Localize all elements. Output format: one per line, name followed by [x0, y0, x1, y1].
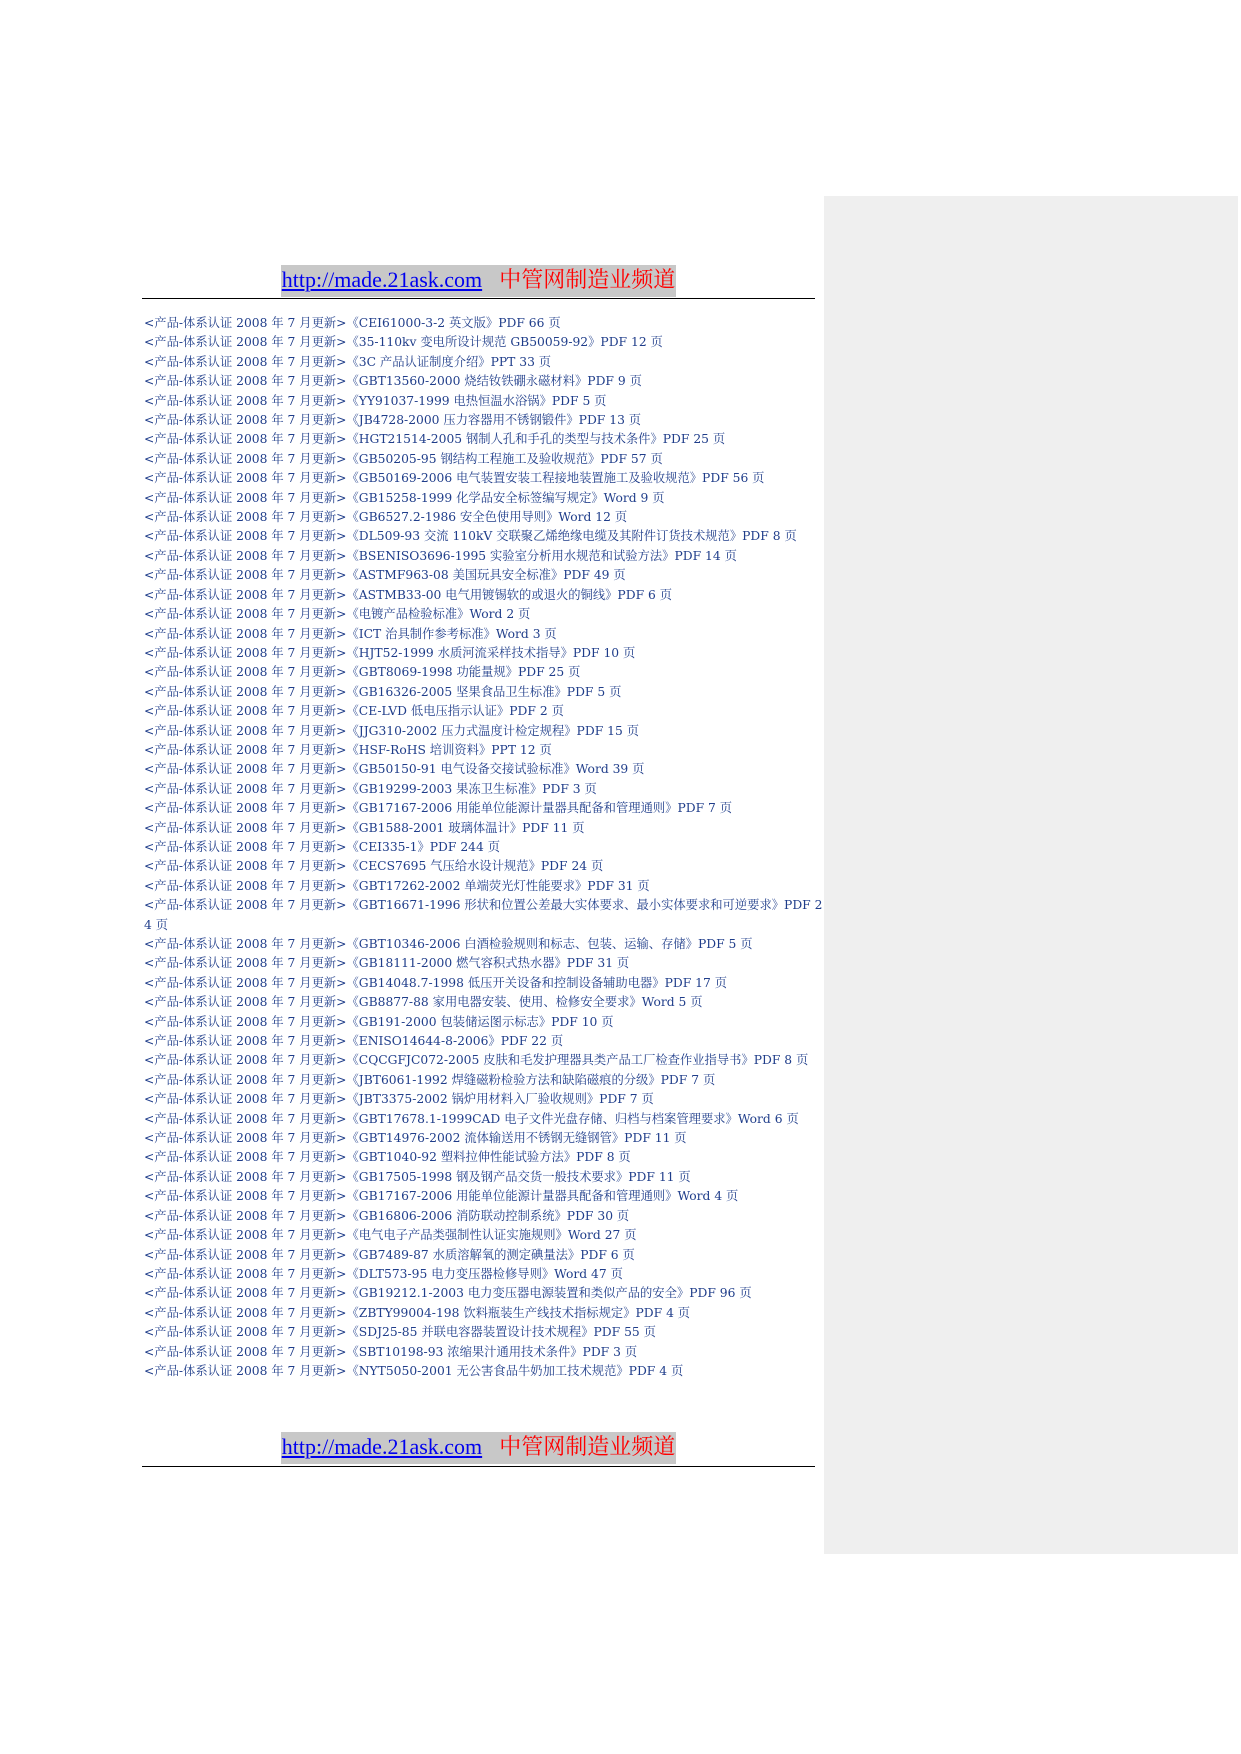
list-item: <产品-体系认证 2008 年 7 月更新>《ZBTY99004-198 饮料瓶装生产线技术指标规定》PDF 4 页	[144, 1305, 691, 1320]
list-item: <产品-体系认证 2008 年 7 月更新>《GB8877-88 家用电器安装、使用、检修安全要求》Word 5 页	[144, 995, 703, 1010]
list-item: <产品-体系认证 2008 年 7 月更新>《GB15258-1999 化学品安全标签编写规定》Word 9 页	[144, 490, 665, 505]
list-item: <产品-体系认证 2008 年 7 月更新>《GBT14976-2002 流体输送用不锈钢无缝钢管》PDF 11 页	[144, 1131, 687, 1146]
list-item: <产品-体系认证 2008 年 7 月更新>《NYT5050-2001 无公害食品牛奶加工技术规范》PDF 4 页	[144, 1363, 684, 1378]
list-item: <产品-体系认证 2008 年 7 月更新>《SDJ25-85 并联电容器装置设计技术规程》PDF 55 页	[144, 1325, 656, 1340]
list-item: <产品-体系认证 2008 年 7 月更新>《ICT 治具制作参考标准》Word 3 页	[144, 626, 557, 641]
footer-site-link[interactable]: http://made.21ask.com	[281, 1434, 483, 1459]
list-item: <产品-体系认证 2008 年 7 月更新>《GB50205-95 钢结构工程施工及验收规范》PDF 57 页	[144, 451, 663, 466]
list-item: <产品-体系认证 2008 年 7 月更新>《GB50169-2006 电气装置安装工程接地装置施工及验收规范》PDF 56 页	[144, 471, 765, 486]
list-item: <产品-体系认证 2008 年 7 月更新>《GB6527.2-1986 安全色使用导则》Word 12 页	[144, 510, 628, 525]
list-item: <产品-体系认证 2008 年 7 月更新>《HGT21514-2005 钢制人孔和手孔的类型与技术条件》PDF 25 页	[144, 432, 726, 447]
list-item: <产品-体系认证 2008 年 7 月更新>《电镀产品检验标准》Word 2 页	[144, 607, 531, 622]
list-item: <产品-体系认证 2008 年 7 月更新>《35-110kv 变电所设计规范 GB50059-92》PDF 12 页	[144, 335, 663, 350]
list-item: <产品-体系认证 2008 年 7 月更新>《HJT52-1999 水质河流采样技术指导》PDF 10 页	[144, 645, 636, 660]
list-item: <产品-体系认证 2008 年 7 月更新>《GB18111-2000 燃气容积式热水器》PDF 31 页	[144, 956, 630, 971]
list-item: <产品-体系认证 2008 年 7 月更新>《GBT8069-1998 功能量规》PDF 25 页	[144, 665, 581, 680]
list-item: <产品-体系认证 2008 年 7 月更新>《ASTMB33-00 电气用镀锡软的或退火的铜线》PDF 6 页	[144, 587, 673, 602]
footer-divider	[142, 1466, 815, 1467]
list-item: <产品-体系认证 2008 年 7 月更新>《GB19299-2003 果冻卫生标准》PDF 3 页	[144, 781, 597, 796]
list-item: <产品-体系认证 2008 年 7 月更新>《JBT3375-2002 锅炉用材料入厂验收规则》PDF 7 页	[144, 1092, 654, 1107]
list-item: <产品-体系认证 2008 年 7 月更新>《GBT17262-2002 单端荧光灯性能要求》PDF 31 页	[144, 878, 650, 893]
list-item: <产品-体系认证 2008 年 7 月更新>《GBT13560-2000 烧结钕铁硼永磁材料》PDF 9 页	[144, 374, 642, 389]
page-header	[142, 265, 815, 299]
list-item: <产品-体系认证 2008 年 7 月更新>《YY91037-1999 电热恒温水浴锅》PDF 5 页	[144, 393, 607, 408]
list-item: <产品-体系认证 2008 年 7 月更新>《JJG310-2002 压力式温度计检定规程》PDF 15 页	[144, 723, 639, 738]
list-item: <产品-体系认证 2008 年 7 月更新>《JBT6061-1992 焊缝磁粉检验方法和缺陷磁痕的分级》PDF 7 页	[144, 1072, 716, 1087]
comment-margin-panel	[824, 196, 1238, 1554]
list-item: <产品-体系认证 2008 年 7 月更新>《SBT10198-93 浓缩果汁通用技术条件》PDF 3 页	[144, 1344, 638, 1359]
document-list	[144, 314, 824, 1381]
list-item: <产品-体系认证 2008 年 7 月更新>《BSENISO3696-1995 实验室分析用水规范和试验方法》PDF 14 页	[144, 548, 737, 563]
list-item: <产品-体系认证 2008 年 7 月更新>《GBT16671-1996 形状和位置公差最大实体要求、最小实体要求和可逆要求》PDF 24 页	[144, 898, 823, 932]
page-footer	[142, 1432, 815, 1466]
list-item: <产品-体系认证 2008 年 7 月更新>《DL509-93 交流 110kV 交联聚乙烯绝缘电缆及其附件订货技术规范》PDF 8 页	[144, 529, 797, 544]
list-item: <产品-体系认证 2008 年 7 月更新>《CECS7695 气压给水设计规范》PDF 24 页	[144, 859, 604, 874]
list-item: <产品-体系认证 2008 年 7 月更新>《GB19212.1-2003 电力变压器电源装置和类似产品的安全》PDF 96 页	[144, 1286, 752, 1301]
list-item: <产品-体系认证 2008 年 7 月更新>《CQCGFJC072-2005 皮肤和毛发护理器具类产品工厂检查作业指导书》PDF 8 页	[144, 1053, 809, 1068]
list-item: <产品-体系认证 2008 年 7 月更新>《JB4728-2000 压力容器用不锈钢锻件》PDF 13 页	[144, 413, 642, 428]
list-item: <产品-体系认证 2008 年 7 月更新>《GB16806-2006 消防联动控制系统》PDF 30 页	[144, 1208, 630, 1223]
list-item: <产品-体系认证 2008 年 7 月更新>《ENISO14644-8-2006》PDF 22 页	[144, 1034, 564, 1049]
list-item: <产品-体系认证 2008 年 7 月更新>《GB16326-2005 坚果食品卫生标准》PDF 5 页	[144, 684, 622, 699]
list-item: <产品-体系认证 2008 年 7 月更新>《GB1588-2001 玻璃体温计》PDF 11 页	[144, 820, 585, 835]
list-item: <产品-体系认证 2008 年 7 月更新>《电气电子产品类强制性认证实施规则》Word 27 页	[144, 1228, 637, 1243]
list-item: <产品-体系认证 2008 年 7 月更新>《DLT573-95 电力变压器检修导则》Word 47 页	[144, 1266, 623, 1281]
list-item: <产品-体系认证 2008 年 7 月更新>《GB7489-87 水质溶解氧的测定碘量法》PDF 6 页	[144, 1247, 635, 1262]
footer-site-name: 中管网制造业频道	[499, 1435, 676, 1460]
list-item: <产品-体系认证 2008 年 7 月更新>《GB17505-1998 钢及钢产品交货一般技术要求》PDF 11 页	[144, 1169, 691, 1184]
list-item: <产品-体系认证 2008 年 7 月更新>《HSF-RoHS 培训资料》PPT 12 页	[144, 742, 552, 757]
header-site-name: 中管网制造业频道	[499, 268, 676, 293]
list-item: <产品-体系认证 2008 年 7 月更新>《GBT10346-2006 白酒检验规则和标志、包装、运输、存储》PDF 5 页	[144, 937, 753, 951]
list-item: <产品-体系认证 2008 年 7 月更新>《GB14048.7-1998 低压开关设备和控制设备辅助电器》PDF 17 页	[144, 975, 728, 990]
list-item: <产品-体系认证 2008 年 7 月更新>《GB191-2000 包装储运图示标志》PDF 10 页	[144, 1014, 614, 1029]
list-item: <产品-体系认证 2008 年 7 月更新>《GBT1040-92 塑料拉伸性能试验方法》PDF 8 页	[144, 1150, 631, 1165]
list-item: <产品-体系认证 2008 年 7 月更新>《CE-LVD 低电压指示认证》PDF 2 页	[144, 704, 564, 719]
header-site-link[interactable]: http://made.21ask.com	[281, 267, 483, 292]
list-item: <产品-体系认证 2008 年 7 月更新>《CEI61000-3-2 英文版》PDF 66 页	[144, 316, 561, 330]
header-divider	[142, 298, 815, 299]
list-item: <产品-体系认证 2008 年 7 月更新>《GB17167-2006 用能单位能源计量器具配备和管理通则》Word 4 页	[144, 1189, 739, 1204]
list-item: <产品-体系认证 2008 年 7 月更新>《GB17167-2006 用能单位能源计量器具配备和管理通则》PDF 7 页	[144, 801, 733, 816]
list-item: <产品-体系认证 2008 年 7 月更新>《CEI335-1》PDF 244 页	[144, 839, 501, 854]
list-item: <产品-体系认证 2008 年 7 月更新>《GB50150-91 电气设备交接试验标准》Word 39 页	[144, 762, 645, 777]
list-item: <产品-体系认证 2008 年 7 月更新>《3C 产品认证制度介绍》PPT 33 页	[144, 354, 552, 369]
list-item: <产品-体系认证 2008 年 7 月更新>《ASTMF963-08 美国玩具安全标准》PDF 49 页	[144, 568, 626, 583]
list-item: <产品-体系认证 2008 年 7 月更新>《GBT17678.1-1999CAD 电子文件光盘存储、归档与档案管理要求》Word 6 页	[144, 1111, 799, 1126]
